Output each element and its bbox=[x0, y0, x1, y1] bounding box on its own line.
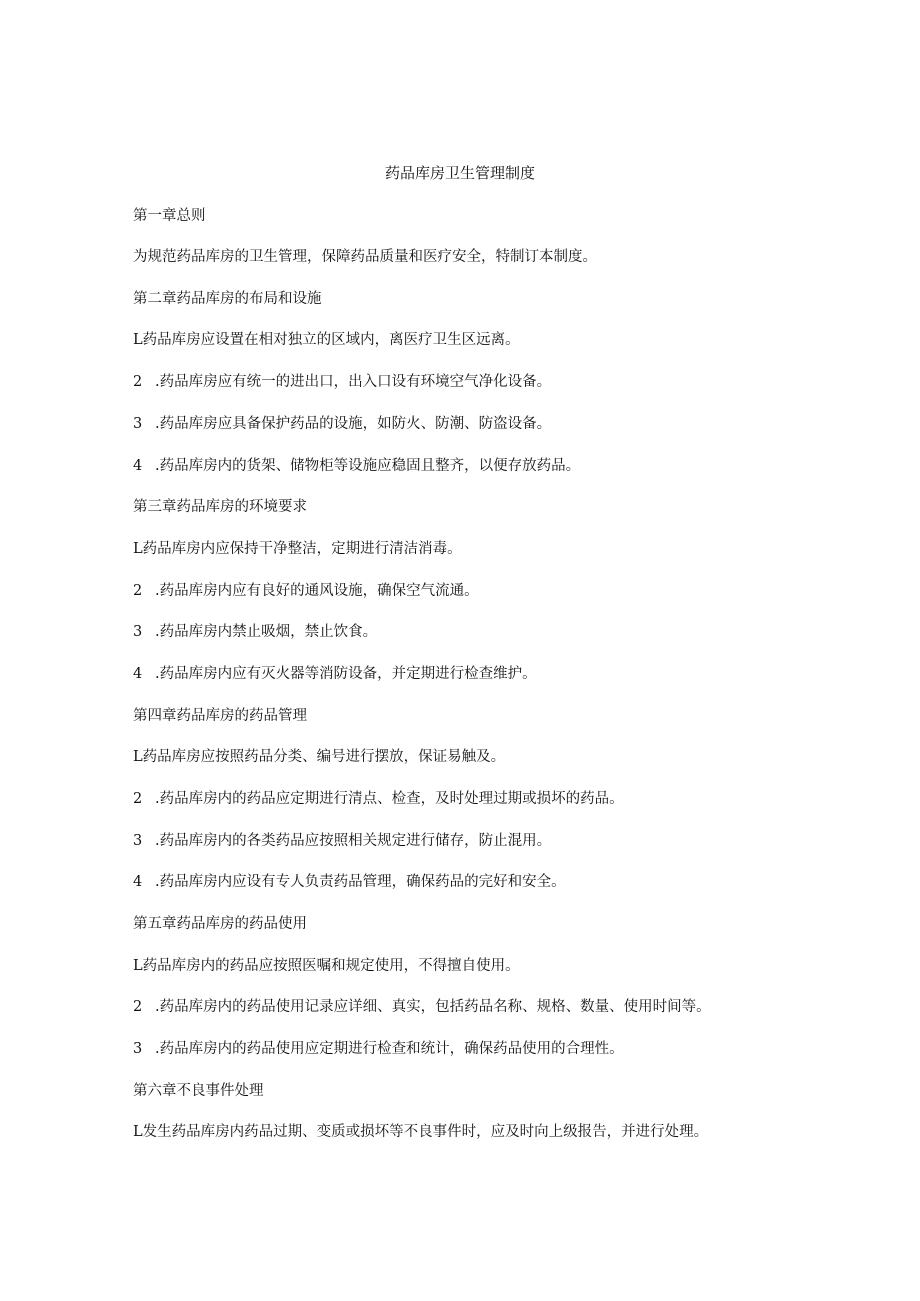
line-text: .药品库房内的货架、储物柜等设施应稳固且整齐，以便存放药品。 bbox=[155, 458, 581, 474]
line-text: .药品库房内应有良好的通风设施，确保空气流通。 bbox=[155, 583, 479, 599]
list-number: 2 bbox=[133, 999, 143, 1015]
line-text: 第六章不良事件处理 bbox=[133, 1083, 264, 1099]
line-text: L发生药品库房内药品过期、变质或损坏等不良事件时，应及时向上级报告，并进行处理。 bbox=[133, 1124, 709, 1140]
list-number: 2 bbox=[133, 374, 143, 390]
list-number: 3 bbox=[133, 833, 143, 849]
line-text: .药品库房内应有灭火器等消防设备，并定期进行检查维护。 bbox=[155, 666, 537, 682]
line-text: .药品库房应具备保护药品的设施，如防火、防潮、防盗设备。 bbox=[155, 416, 552, 432]
list-item bbox=[133, 329, 520, 351]
line-text: .药品库房内的药品应定期进行清点、检查，及时处理过期或损坏的药品。 bbox=[155, 791, 624, 807]
list-item bbox=[133, 955, 520, 977]
line-text: .药品库房内的各类药品应按照相关规定进行储存，防止混用。 bbox=[155, 833, 552, 849]
list-item bbox=[133, 1121, 708, 1143]
line-text: L药品库房内的药品应按照医嘱和规定使用，不得擅自使用。 bbox=[133, 958, 520, 974]
list-item bbox=[133, 996, 711, 1018]
list-number: 2 bbox=[133, 583, 143, 599]
list-item bbox=[133, 746, 505, 768]
line-text: 第四章药品库房的药品管理 bbox=[133, 708, 307, 724]
list-number: 3 bbox=[133, 624, 143, 640]
list-item bbox=[133, 663, 537, 685]
list-item bbox=[133, 830, 551, 852]
line-text: 为规范药品库房的卫生管理，保障药品质量和医疗安全，特制订本制度。 bbox=[133, 249, 597, 265]
chapter-heading bbox=[133, 913, 307, 935]
line-text: 第三章药品库房的环境要求 bbox=[133, 499, 307, 515]
list-item bbox=[133, 455, 580, 477]
line-text: .药品库房内应设有专人负责药品管理，确保药品的完好和安全。 bbox=[155, 874, 566, 890]
line-text: .药品库房内禁止吸烟，禁止饮食。 bbox=[155, 624, 378, 640]
list-item bbox=[133, 580, 479, 602]
list-number: 3 bbox=[133, 416, 143, 432]
chapter-heading bbox=[133, 1080, 264, 1102]
list-item bbox=[133, 621, 377, 643]
list-number: 4 bbox=[133, 874, 143, 890]
list-number: 4 bbox=[133, 458, 143, 474]
line-text: 第一章总则 bbox=[133, 208, 206, 224]
line-text: 第二章药品库房的布局和设施 bbox=[133, 291, 322, 307]
line-text: L药品库房内应保持干净整洁，定期进行清洁消毒。 bbox=[133, 541, 462, 557]
document-title: 药品库房卫生管理制度 bbox=[384, 164, 535, 182]
paragraph bbox=[133, 246, 597, 268]
list-number: 2 bbox=[133, 791, 143, 807]
line-text: .药品库房内的药品使用应定期进行检查和统计，确保药品使用的合理性。 bbox=[155, 1041, 624, 1057]
list-item bbox=[133, 413, 551, 435]
list-item bbox=[133, 1038, 624, 1060]
line-text: .药品库房内的药品使用记录应详细、真实，包括药品名称、规格、数量、使用时间等。 bbox=[155, 999, 711, 1015]
list-item bbox=[133, 371, 551, 393]
line-text: L药品库房应设置在相对独立的区域内，离医疗卫生区远离。 bbox=[133, 332, 520, 348]
chapter-heading bbox=[133, 496, 307, 518]
chapter-heading bbox=[133, 705, 307, 727]
list-number: 3 bbox=[133, 1041, 143, 1057]
line-text: .药品库房应有统一的进出口，出入口设有环境空气净化设备。 bbox=[155, 374, 552, 390]
list-number: 4 bbox=[133, 666, 143, 682]
list-item bbox=[133, 788, 624, 810]
list-item bbox=[133, 538, 462, 560]
chapter-heading bbox=[133, 205, 206, 227]
line-text: 第五章药品库房的药品使用 bbox=[133, 916, 307, 932]
chapter-heading bbox=[133, 288, 322, 310]
list-item bbox=[133, 871, 566, 893]
line-text: L药品库房应按照药品分类、编号进行摆放，保证易触及。 bbox=[133, 749, 506, 765]
